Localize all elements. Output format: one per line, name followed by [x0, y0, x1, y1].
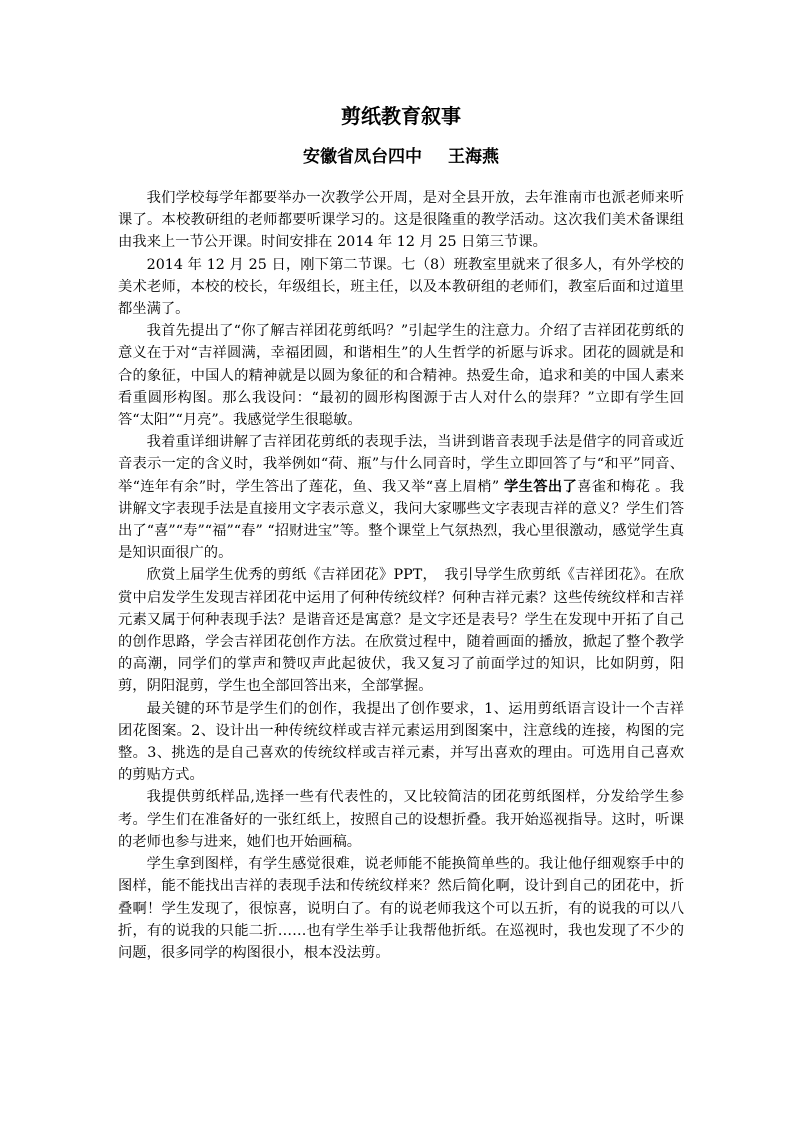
paragraph-8: 学生拿到图样，有学生感觉很难，说老师能不能换简单些的。我让他仔细观察手中的图样，能不能找出吉祥的表现手法和传统纹样来？然后简化啊，设计到自己的团花中，折叠啊！学生发现了，很惊喜，说明白了。有的说老师我这个可以五折，有的说我的可以八折，有的说我的只能二折……也有学生举手让我帮他折纸。在巡视时，我也发现了不少的问题，很多同学的构图很小，根本没法剪。: [118, 856, 684, 961]
paragraph-4-bold-text: 学生答出了: [504, 478, 578, 495]
paragraph-4-text-b: 喜雀和梅花 。我讲解文字表现手法是直接用文字表示意义，我问大家哪些文字表现吉祥的意义？学生们答出了“喜”“寿”“福”“春” “招财进宝”等。整个课堂上气氛热烈，我心里很激动，感觉学生真是知识面很广的。: [118, 478, 685, 562]
paragraph-7: 我提供剪纸样品,选择一些有代表性的，又比较简洁的团花剪纸图样，分发给学生参考。学生们在准备好的一张红纸上，按照自己的设想折叠。我开始巡视指导。这时，听课的老师也参与进来，她们也开始画稿。: [118, 789, 684, 850]
paragraph-4: [118, 431, 684, 564]
paragraph-5: 欣赏上届学生优秀的剪纸《吉祥团花》PPT， 我引导学生欣剪纸《吉祥团花》。在欣赏中启发学生发现吉祥团花中运用了何种传统纹样？何种吉祥元素？这些传统纹样和吉祥元素又属于何种表现手法？是谐音还是寓意？是文字还是表号？学生在发现中开拓了自己的创作思路，学会吉祥团花创作方法。在欣赏过程中，随着画面的播放，掀起了整个教学的高潮，同学们的掌声和赞叹声此起彼伏，我又复习了前面学过的知识，比如阴剪，阳剪，阴阳混剪，学生也全部回答出来，全部掌握。: [118, 567, 684, 695]
paragraph-6: 最关键的环节是学生们的创作，我提出了创作要求，1、运用剪纸语言设计一个吉祥团花图案。2、设计出一种传统纹样或吉祥元素运用到图案中，注意线的连接，构图的完整。3、挑选的是自己喜欢的传统纹样或吉祥元素，并写出喜欢的理由。可选用自己喜欢的剪贴方式。: [118, 700, 684, 784]
paragraph-2: 2014 年 12 月 25 日，刚下第二节课。七（8）班教室里就来了很多人，有外学校的美术老师，本校的校长，年级组长，班主任，以及本教研组的老师们，教室后面和过道里都坐满了。: [118, 256, 684, 318]
author-school: 安徽省凤台四中: [303, 147, 422, 167]
document-title: 剪纸教育叙事: [341, 104, 461, 128]
paragraph-3: 我首先提出了“你了解吉祥团花剪纸吗？”引起学生的注意力。介绍了吉祥团花剪纸的 意义在于对“吉祥圆满，幸福团圆，和谐相生”的人生哲学的祈愿与诉求。团花的圆就是和合的象征，中国人的精神就是以圆为象征的和合精神。热爱生命，追求和美的中国人素来看重圆形构图。那么我设问：“最初的圆形构图源于古人对什么的崇拜？”立即有学生回答“太阳”“月亮”。我感觉学生很聪敏。: [118, 323, 684, 429]
author-name: 王海燕: [448, 147, 499, 167]
paragraph-1: 我们学校每学年都要举办一次教学公开周，是对全县开放，去年淮南市也派老师来听课了。本校教研组的老师都要听课学习的。这是很隆重的教学活动。这次我们美术备课组由我来上一节公开课。时间安排在 2014 年 12 月 25 日第三节课。: [118, 190, 684, 251]
document-page: [118, 100, 684, 964]
author-line: [118, 145, 684, 169]
paragraph-4-text-a: 我着重详细讲解了吉祥团花剪纸的表现手法，当讲到谐音表现手法是借字的同音或近音表示一定的含义时，我举例如“荷、瓶”与什么同音时，学生立即回答了与“和平”同音、举“连年有余”时，学生答出了莲花，鱼、我又举“喜上眉梢”: [118, 434, 684, 495]
